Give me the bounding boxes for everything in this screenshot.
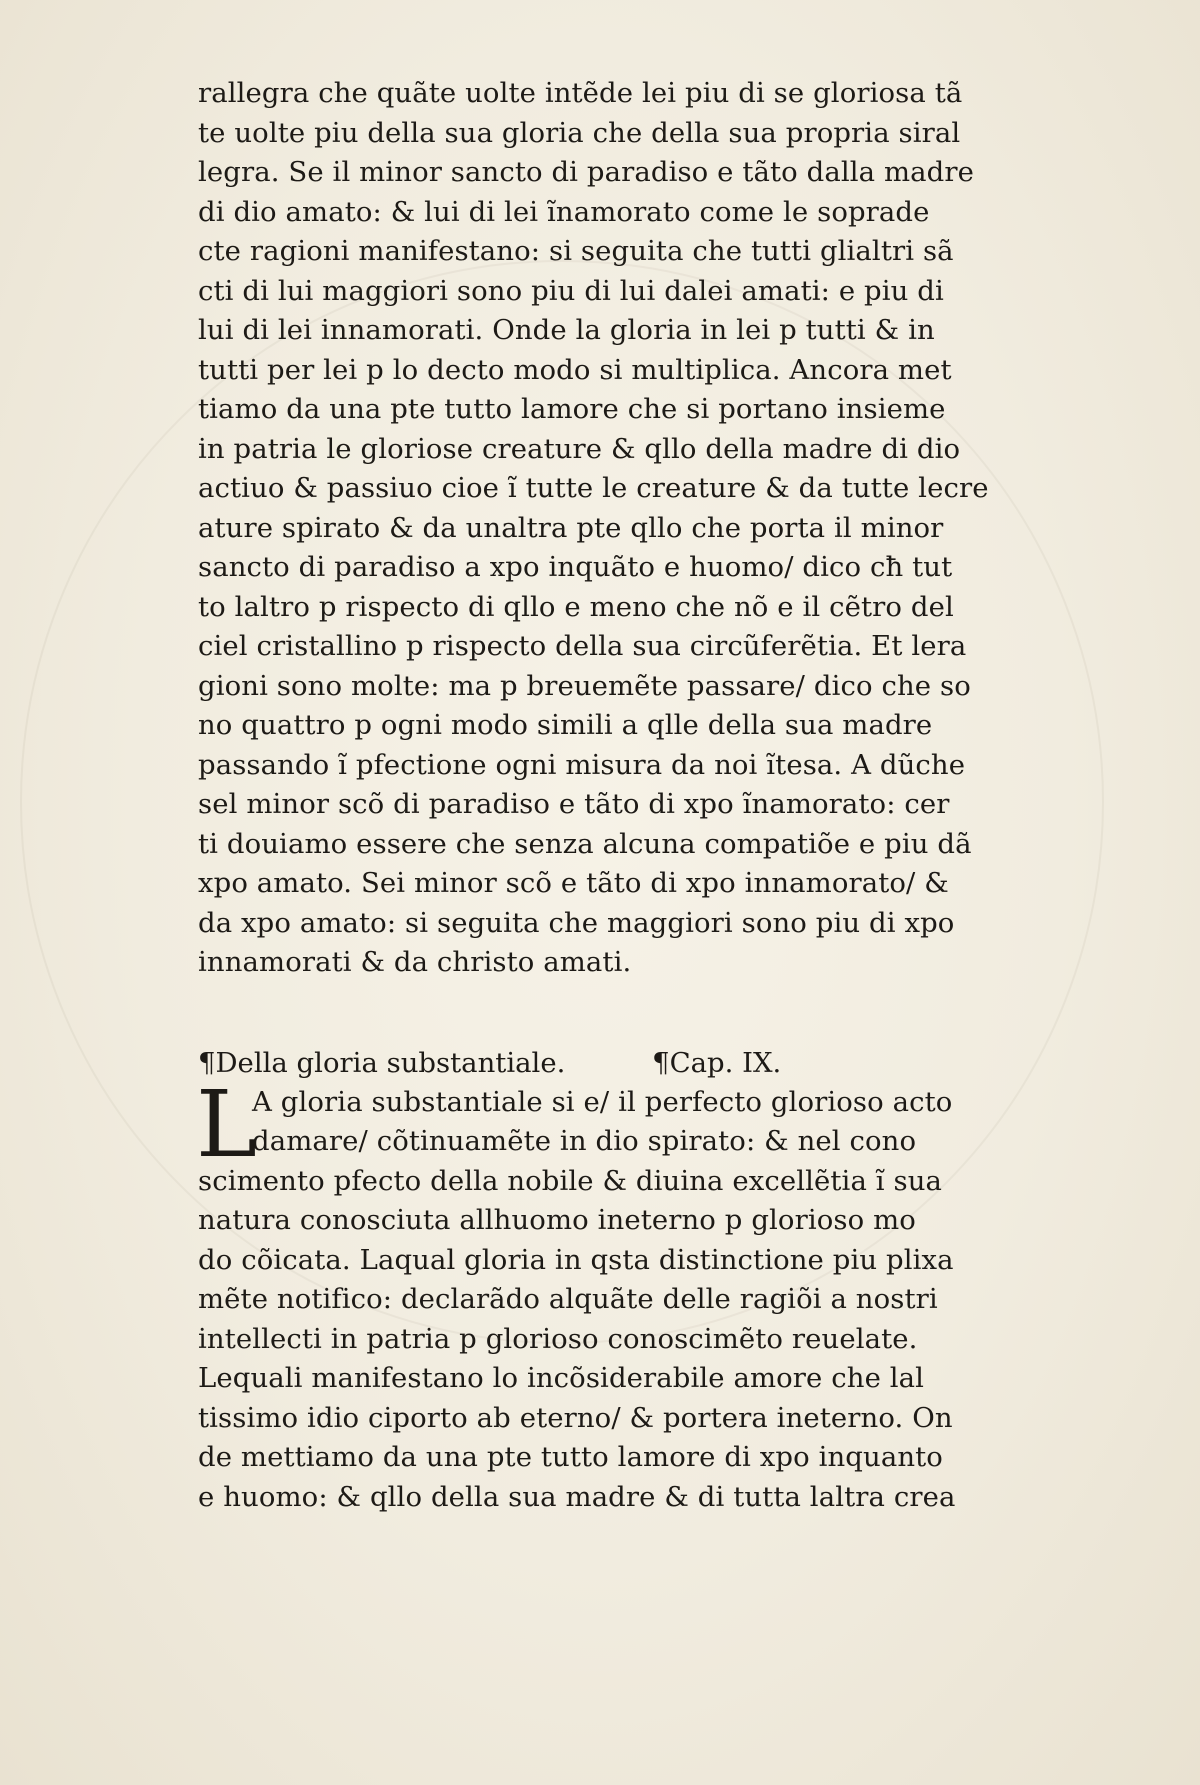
text-line-content: te uolte piu della sua gloria che della sua propria siral bbox=[198, 116, 961, 149]
text-line bbox=[198, 232, 1078, 272]
text-line bbox=[198, 746, 1078, 786]
text-line bbox=[198, 153, 1078, 193]
text-line bbox=[198, 864, 1078, 904]
text-line bbox=[198, 193, 1078, 233]
text-line-content: actiuo & passiuo cioe ĩ tutte le creature & da tutte lecre bbox=[198, 472, 989, 504]
text-line-content: tutti per lei p lo decto modo si multiplica. Ancora met bbox=[198, 353, 952, 386]
text-line-content: ature spirato & da unaltra pte qllo che porta il minor bbox=[198, 511, 944, 544]
text-line-content: ti douiamo essere che senza alcuna compatiõe e piu dã bbox=[198, 827, 972, 860]
text-line-content: sel minor scõ di paradiso e tãto di xpo ĩnamorato: cer bbox=[198, 788, 950, 820]
text-line-content: in patria le gloriose creature & qllo della madre di dio bbox=[198, 432, 961, 465]
text-line bbox=[198, 1122, 1078, 1162]
text-line-content: tissimo idio ciporto ab eterno/ & portera ineterno. On bbox=[198, 1401, 953, 1434]
text-line bbox=[198, 904, 1078, 944]
text-line-content: intellecti in patria p glorioso conoscimẽto reuelate. bbox=[198, 1322, 918, 1355]
text-line bbox=[198, 509, 1078, 549]
text-line-content: scimento pfecto della nobile & diuina excellẽtia ĩ sua bbox=[198, 1164, 943, 1197]
text-line-content: A gloria substantiale si e/ il perfecto glorioso acto bbox=[252, 1085, 953, 1118]
text-line bbox=[198, 667, 1078, 707]
text-line bbox=[198, 1320, 1078, 1360]
text-line bbox=[198, 1478, 1078, 1518]
text-line bbox=[198, 1201, 1078, 1241]
top-paragraph bbox=[198, 74, 1078, 983]
text-line bbox=[198, 706, 1078, 746]
text-line-content: Lequali manifestano lo incõsiderabile amore che lal bbox=[198, 1362, 925, 1394]
text-line-content: xpo amato. Sei minor scõ e tãto di xpo innamorato/ & bbox=[198, 867, 949, 899]
text-line-content: gioni sono molte: ma p breuemẽte passare/ dico che so bbox=[198, 669, 971, 702]
text-line-content: mẽte notifico: declarãdo alquãte delle ragiõi a nostri bbox=[198, 1283, 938, 1315]
drop-cap: L bbox=[196, 1070, 258, 1178]
text-line bbox=[198, 114, 1078, 154]
text-line-content: innamorati & da christo amati. bbox=[198, 946, 632, 978]
text-line bbox=[198, 74, 1078, 114]
text-line-content: e huomo: & qllo della sua madre & di tutta laltra crea bbox=[198, 1480, 956, 1513]
text-line-content: do cõicata. Laqual gloria in qsta distinctione piu plixa bbox=[198, 1243, 954, 1276]
chapter-title: Della gloria substantiale. bbox=[215, 1046, 566, 1079]
text-line-content: tiamo da una pte tutto lamore che si portano insieme bbox=[198, 393, 946, 425]
text-line bbox=[198, 1241, 1078, 1281]
text-line bbox=[198, 1280, 1078, 1320]
text-block bbox=[198, 74, 1078, 1517]
text-line bbox=[198, 311, 1078, 351]
text-line bbox=[198, 825, 1078, 865]
bottom-paragraph bbox=[196, 1070, 1078, 1518]
text-line-content: no quattro p ogni modo simili a qlle della sua madre bbox=[198, 709, 933, 741]
text-line-content: passando ĩ pfectione ogni misura da noi ĩtesa. A dũche bbox=[198, 748, 966, 781]
text-line bbox=[198, 548, 1078, 588]
text-line bbox=[198, 588, 1078, 628]
text-line bbox=[198, 430, 1078, 470]
chapter-heading bbox=[198, 1043, 1078, 1083]
text-line-content: rallegra che quãte uolte intẽde lei piu di se gloriosa tã bbox=[198, 77, 963, 109]
text-line-content: lui di lei innamorati. Onde la gloria in lei p tutti & in bbox=[198, 314, 935, 346]
text-line-content: damare/ cõtinuamẽte in dio spirato: & nel cono bbox=[252, 1125, 917, 1157]
text-line bbox=[198, 1399, 1078, 1439]
section-gap bbox=[198, 983, 1078, 1043]
text-line-content: legra. Se il minor sancto di paradiso e tãto dalla madre bbox=[198, 156, 975, 188]
text-line bbox=[198, 943, 1078, 983]
text-line-content: da xpo amato: si seguita che maggiori sono piu di xpo bbox=[198, 906, 955, 939]
chapter-number-wrap bbox=[652, 1043, 781, 1083]
chapter-number: Cap. IX. bbox=[669, 1046, 782, 1079]
text-line bbox=[198, 627, 1078, 667]
text-line-content: sancto di paradiso a xpo inquãto e huomo/ dico cħ tut bbox=[198, 551, 953, 583]
text-line-content: cti di lui maggiori sono piu di lui dalei amati: e piu di bbox=[198, 274, 944, 307]
text-line bbox=[198, 272, 1078, 312]
text-line bbox=[198, 351, 1078, 391]
paragraph-mark-icon: ¶ bbox=[652, 1046, 670, 1079]
text-line bbox=[198, 1162, 1078, 1202]
text-line-content: cte ragioni manifestano: si seguita che tutti glialtri sã bbox=[198, 235, 954, 267]
text-line-content: natura conosciuta allhuomo ineterno p glorioso mo bbox=[198, 1204, 916, 1236]
text-line-content: ciel cristallino p rispecto della sua circũferẽtia. Et lera bbox=[198, 630, 967, 662]
text-line bbox=[198, 1438, 1078, 1478]
text-line-content: di dio amato: & lui di lei ĩnamorato come le soprade bbox=[198, 195, 930, 228]
text-line bbox=[198, 469, 1078, 509]
text-line-content: de mettiamo da una pte tutto lamore di xpo inquanto bbox=[198, 1441, 943, 1473]
text-line bbox=[198, 1359, 1078, 1399]
text-line bbox=[198, 785, 1078, 825]
paragraph-mark-icon: ¶ bbox=[198, 1046, 216, 1079]
text-line-content: to laltro p rispecto di qllo e meno che nõ e il cẽtro del bbox=[198, 590, 954, 623]
text-line bbox=[198, 390, 1078, 430]
